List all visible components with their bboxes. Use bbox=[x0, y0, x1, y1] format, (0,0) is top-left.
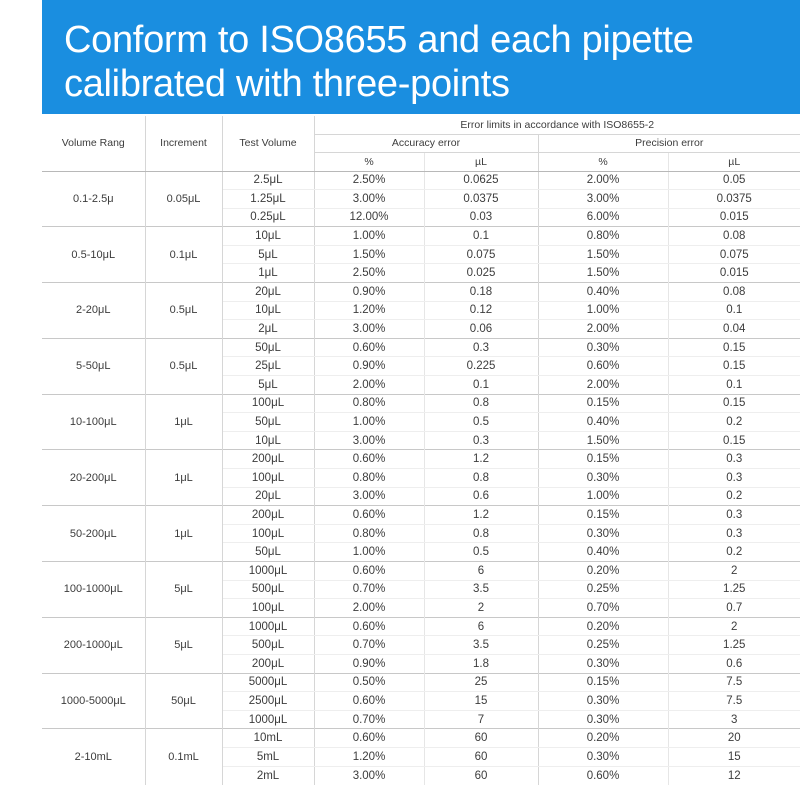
precision-pct-cell: 0.30% bbox=[538, 654, 668, 673]
accuracy-pct-cell: 3.00% bbox=[314, 190, 424, 209]
precision-ul-cell: 1.25 bbox=[668, 636, 800, 655]
precision-pct-cell: 0.15% bbox=[538, 673, 668, 692]
test-volume-cell: 1μL bbox=[222, 264, 314, 283]
table-row bbox=[42, 394, 800, 413]
precision-ul-cell: 0.7 bbox=[726, 601, 743, 614]
volume-range-cell: 200-1000μL bbox=[42, 617, 145, 673]
precision-pct-cell: 1.00% bbox=[538, 301, 668, 320]
table-row bbox=[42, 171, 800, 190]
precision-pct-cell: 0.25% bbox=[538, 636, 668, 655]
precision-pct-cell: 0.30% bbox=[538, 692, 668, 711]
test-volume-cell: 2mL bbox=[222, 766, 314, 785]
precision-pct-cell: 1.50% bbox=[538, 431, 668, 450]
test-volume-cell: 0.25μL bbox=[222, 208, 314, 227]
accuracy-pct-cell: 0.60% bbox=[314, 338, 424, 357]
precision-ul-cell: 0.075 bbox=[668, 245, 800, 264]
accuracy-pct-cell: 0.90% bbox=[314, 654, 424, 673]
accuracy-ul-cell: 0.025 bbox=[424, 264, 538, 283]
precision-ul-cell: 0.08 bbox=[668, 227, 800, 246]
accuracy-pct-cell: 0.70% bbox=[314, 580, 424, 599]
increment-cell: 50μL bbox=[145, 673, 222, 729]
precision-pct-cell: 0.60% bbox=[538, 357, 668, 376]
accuracy-ul-cell: 60 bbox=[424, 729, 538, 748]
accuracy-pct-cell: 2.00% bbox=[314, 376, 424, 395]
precision-pct-cell: 0.30% bbox=[538, 747, 668, 766]
test-volume-cell: 1000μL bbox=[222, 710, 314, 729]
accuracy-ul-cell: 0.6 bbox=[424, 487, 538, 506]
test-volume-cell: 500μL bbox=[222, 580, 314, 599]
accuracy-ul-cell: 0.03 bbox=[424, 208, 538, 227]
accuracy-pct-cell: 0.60% bbox=[314, 450, 424, 469]
volume-range-cell: 50-200μL bbox=[42, 506, 145, 562]
test-volume-cell: 10μL bbox=[222, 301, 314, 320]
volume-range-cell: 1000-5000μL bbox=[42, 673, 145, 729]
header-accuracy-pct: % bbox=[314, 152, 424, 171]
table-body bbox=[42, 171, 800, 785]
test-volume-cell: 100μL bbox=[222, 524, 314, 543]
test-volume-cell: 1000μL bbox=[222, 617, 314, 636]
accuracy-ul-cell: 0.075 bbox=[424, 245, 538, 264]
test-volume-cell: 1000μL bbox=[222, 561, 314, 580]
table-row bbox=[42, 450, 800, 469]
accuracy-pct-cell: 0.60% bbox=[314, 617, 424, 636]
accuracy-ul-cell: 60 bbox=[424, 747, 538, 766]
increment-cell: 5μL bbox=[145, 561, 222, 617]
table-row bbox=[42, 729, 800, 748]
precision-ul-cell: 0.15 bbox=[723, 434, 746, 447]
accuracy-ul-cell: 6 bbox=[424, 617, 538, 636]
accuracy-pct-cell: 2.50% bbox=[314, 264, 424, 283]
accuracy-ul-cell: 1.8 bbox=[424, 654, 538, 673]
header-increment: Increment bbox=[145, 116, 222, 171]
increment-cell: 0.05μL bbox=[145, 171, 222, 227]
accuracy-ul-cell: 0.5 bbox=[424, 543, 538, 562]
precision-pct-cell: 3.00% bbox=[538, 190, 668, 209]
table-row bbox=[42, 227, 800, 246]
header-test-volume: Test Volume bbox=[222, 116, 314, 171]
accuracy-pct-cell: 0.90% bbox=[314, 283, 424, 302]
accuracy-ul-cell: 0.3 bbox=[424, 431, 538, 450]
precision-pct-cell: 2.00% bbox=[538, 376, 668, 395]
header-volume-range: Volume Rang bbox=[42, 116, 145, 171]
precision-ul-cell: 20 bbox=[668, 729, 800, 748]
increment-cell: 0.5μL bbox=[145, 338, 222, 394]
increment-cell: 0.1μL bbox=[145, 227, 222, 283]
volume-range-cell: 5-50μL bbox=[42, 338, 145, 394]
accuracy-pct-cell: 2.00% bbox=[314, 599, 424, 618]
header-accuracy-error: Accuracy error bbox=[314, 134, 538, 152]
test-volume-cell: 50μL bbox=[222, 543, 314, 562]
accuracy-ul-cell: 0.5 bbox=[424, 413, 538, 432]
accuracy-ul-cell: 0.8 bbox=[424, 394, 538, 413]
accuracy-ul-cell: 0.225 bbox=[424, 357, 538, 376]
pipette-error-table bbox=[42, 116, 800, 785]
accuracy-ul-cell: 0.3 bbox=[424, 338, 538, 357]
table-row bbox=[42, 506, 800, 525]
test-volume-cell: 2μL bbox=[222, 320, 314, 339]
accuracy-ul-cell: 0.0375 bbox=[424, 190, 538, 209]
precision-ul-cell: 7.5 bbox=[668, 692, 800, 711]
accuracy-pct-cell: 0.80% bbox=[314, 394, 424, 413]
test-volume-cell: 25μL bbox=[222, 357, 314, 376]
test-volume-cell: 200μL bbox=[222, 506, 314, 525]
accuracy-pct-cell: 1.00% bbox=[314, 413, 424, 432]
precision-pct-cell: 0.40% bbox=[538, 413, 668, 432]
precision-ul-cell: 0.3 bbox=[668, 469, 800, 488]
accuracy-pct-cell: 3.00% bbox=[314, 766, 424, 785]
test-volume-cell: 20μL bbox=[222, 283, 314, 302]
precision-pct-cell: 0.15% bbox=[538, 450, 668, 469]
precision-pct-cell: 0.15% bbox=[538, 506, 668, 525]
accuracy-ul-cell: 25 bbox=[424, 673, 538, 692]
precision-pct-cell: 0.15% bbox=[538, 394, 668, 413]
table-row bbox=[42, 617, 800, 636]
accuracy-ul-cell: 15 bbox=[424, 692, 538, 711]
volume-range-cell: 2-10mL bbox=[42, 729, 145, 785]
volume-range-cell: 0.1-2.5μ bbox=[42, 171, 145, 227]
accuracy-pct-cell: 1.20% bbox=[314, 301, 424, 320]
precision-ul-cell: 0.08 bbox=[668, 283, 800, 302]
accuracy-ul-cell: 0.1 bbox=[424, 376, 538, 395]
precision-pct-cell: 6.00% bbox=[538, 208, 668, 227]
test-volume-cell: 1.25μL bbox=[222, 190, 314, 209]
precision-ul-cell: 0.2 bbox=[726, 546, 743, 559]
precision-ul-cell: 0.15 bbox=[668, 338, 800, 357]
precision-ul-cell: 15 bbox=[668, 747, 800, 766]
precision-ul-cell: 2 bbox=[668, 617, 800, 636]
precision-pct-cell: 0.70% bbox=[538, 599, 668, 618]
header-precision-ul: µL bbox=[668, 152, 800, 171]
precision-pct-cell: 1.00% bbox=[538, 487, 668, 506]
accuracy-ul-cell: 1.2 bbox=[424, 450, 538, 469]
precision-ul-cell: 0.1 bbox=[726, 378, 743, 391]
accuracy-ul-cell: 3.5 bbox=[424, 636, 538, 655]
accuracy-pct-cell: 0.60% bbox=[314, 692, 424, 711]
accuracy-ul-cell: 0.8 bbox=[424, 469, 538, 488]
test-volume-cell: 200μL bbox=[222, 654, 314, 673]
accuracy-ul-cell: 0.06 bbox=[424, 320, 538, 339]
precision-pct-cell: 0.20% bbox=[538, 729, 668, 748]
accuracy-pct-cell: 0.70% bbox=[314, 710, 424, 729]
accuracy-pct-cell: 0.60% bbox=[314, 506, 424, 525]
accuracy-ul-cell: 6 bbox=[424, 561, 538, 580]
precision-ul-cell: 0.2 bbox=[668, 413, 800, 432]
accuracy-pct-cell: 0.60% bbox=[314, 561, 424, 580]
accuracy-pct-cell: 0.70% bbox=[314, 636, 424, 655]
precision-pct-cell: 2.00% bbox=[538, 171, 668, 190]
accuracy-pct-cell: 12.00% bbox=[314, 208, 424, 227]
header-precision-pct: % bbox=[538, 152, 668, 171]
precision-pct-cell: 1.50% bbox=[538, 245, 668, 264]
table-row bbox=[42, 338, 800, 357]
header-accuracy-ul: µL bbox=[424, 152, 538, 171]
precision-ul-cell: 0.3 bbox=[668, 506, 800, 525]
precision-ul-cell: 0.15 bbox=[668, 357, 800, 376]
accuracy-pct-cell: 3.00% bbox=[314, 431, 424, 450]
precision-ul-cell: 1.25 bbox=[668, 580, 800, 599]
volume-range-cell: 10-100μL bbox=[42, 394, 145, 450]
volume-range-cell: 0.5-10μL bbox=[42, 227, 145, 283]
accuracy-pct-cell: 3.00% bbox=[314, 487, 424, 506]
accuracy-pct-cell: 0.90% bbox=[314, 357, 424, 376]
accuracy-ul-cell: 3.5 bbox=[424, 580, 538, 599]
accuracy-pct-cell: 1.00% bbox=[314, 227, 424, 246]
test-volume-cell: 500μL bbox=[222, 636, 314, 655]
test-volume-cell: 200μL bbox=[222, 450, 314, 469]
precision-pct-cell: 0.30% bbox=[538, 469, 668, 488]
precision-pct-cell: 0.30% bbox=[538, 524, 668, 543]
test-volume-cell: 100μL bbox=[222, 469, 314, 488]
accuracy-pct-cell: 2.50% bbox=[314, 171, 424, 190]
increment-cell: 1μL bbox=[145, 450, 222, 506]
accuracy-ul-cell: 0.12 bbox=[424, 301, 538, 320]
accuracy-pct-cell: 1.20% bbox=[314, 747, 424, 766]
test-volume-cell: 5μL bbox=[222, 245, 314, 264]
precision-ul-cell: 3 bbox=[731, 713, 738, 726]
test-volume-cell: 10μL bbox=[222, 227, 314, 246]
precision-pct-cell: 0.80% bbox=[538, 227, 668, 246]
table-row bbox=[42, 561, 800, 580]
accuracy-pct-cell: 1.50% bbox=[314, 245, 424, 264]
precision-ul-cell: 0.05 bbox=[668, 171, 800, 190]
table-row bbox=[42, 283, 800, 302]
increment-cell: 1μL bbox=[145, 506, 222, 562]
precision-ul-cell: 0.0375 bbox=[668, 190, 800, 209]
test-volume-cell: 100μL bbox=[222, 394, 314, 413]
precision-pct-cell: 2.00% bbox=[538, 320, 668, 339]
test-volume-cell: 100μL bbox=[222, 599, 314, 618]
precision-ul-cell: 0.015 bbox=[719, 211, 749, 224]
accuracy-pct-cell: 3.00% bbox=[314, 320, 424, 339]
increment-cell: 0.5μL bbox=[145, 283, 222, 339]
precision-ul-cell: 0.3 bbox=[668, 450, 800, 469]
accuracy-ul-cell: 0.8 bbox=[424, 524, 538, 543]
precision-ul-cell: 0.15 bbox=[668, 394, 800, 413]
precision-pct-cell: 0.30% bbox=[538, 710, 668, 729]
accuracy-pct-cell: 0.80% bbox=[314, 469, 424, 488]
test-volume-cell: 50μL bbox=[222, 413, 314, 432]
test-volume-cell: 2500μL bbox=[222, 692, 314, 711]
volume-range-cell: 100-1000μL bbox=[42, 561, 145, 617]
accuracy-pct-cell: 0.60% bbox=[314, 729, 424, 748]
precision-pct-cell: 0.30% bbox=[538, 338, 668, 357]
table-row bbox=[42, 673, 800, 692]
increment-cell: 0.1mL bbox=[145, 729, 222, 785]
header-precision-error: Precision error bbox=[538, 134, 800, 152]
test-volume-cell: 5000μL bbox=[222, 673, 314, 692]
precision-pct-cell: 0.40% bbox=[538, 283, 668, 302]
precision-ul-cell: 2 bbox=[668, 561, 800, 580]
accuracy-ul-cell: 7 bbox=[424, 710, 538, 729]
volume-range-cell: 20-200μL bbox=[42, 450, 145, 506]
header-error-limits: Error limits in accordance with ISO8655-2 bbox=[314, 116, 800, 134]
accuracy-ul-cell: 2 bbox=[424, 599, 538, 618]
test-volume-cell: 10μL bbox=[222, 431, 314, 450]
precision-ul-cell: 0.3 bbox=[668, 524, 800, 543]
increment-cell: 1μL bbox=[145, 394, 222, 450]
precision-ul-cell: 0.04 bbox=[723, 323, 746, 336]
precision-pct-cell: 0.20% bbox=[538, 617, 668, 636]
accuracy-ul-cell: 1.2 bbox=[424, 506, 538, 525]
accuracy-ul-cell: 0.18 bbox=[424, 283, 538, 302]
accuracy-pct-cell: 0.80% bbox=[314, 524, 424, 543]
precision-pct-cell: 0.25% bbox=[538, 580, 668, 599]
accuracy-ul-cell: 60 bbox=[424, 766, 538, 785]
accuracy-ul-cell: 0.0625 bbox=[424, 171, 538, 190]
precision-ul-cell: 7.5 bbox=[668, 673, 800, 692]
volume-range-cell: 2-20μL bbox=[42, 283, 145, 339]
precision-pct-cell: 0.20% bbox=[538, 561, 668, 580]
accuracy-pct-cell: 0.50% bbox=[314, 673, 424, 692]
precision-pct-cell: 0.60% bbox=[538, 766, 668, 785]
test-volume-cell: 5μL bbox=[222, 376, 314, 395]
accuracy-ul-cell: 0.1 bbox=[424, 227, 538, 246]
test-volume-cell: 10mL bbox=[222, 729, 314, 748]
precision-ul-cell: 0.6 bbox=[726, 657, 743, 670]
title-banner bbox=[42, 0, 800, 114]
test-volume-cell: 5mL bbox=[222, 747, 314, 766]
increment-cell: 5μL bbox=[145, 617, 222, 673]
banner-title-line-1: Conform to ISO8655 and each pipette bbox=[64, 19, 694, 61]
test-volume-cell: 2.5μL bbox=[222, 171, 314, 190]
precision-pct-cell: 0.40% bbox=[538, 543, 668, 562]
precision-ul-cell: 12 bbox=[727, 769, 741, 782]
accuracy-pct-cell: 1.00% bbox=[314, 543, 424, 562]
test-volume-cell: 20μL bbox=[222, 487, 314, 506]
precision-ul-cell: 0.015 bbox=[719, 267, 749, 280]
banner-title-line-2: calibrated with three-points bbox=[64, 63, 510, 105]
precision-ul-cell: 0.1 bbox=[668, 301, 800, 320]
precision-pct-cell: 1.50% bbox=[538, 264, 668, 283]
precision-ul-cell: 0.2 bbox=[726, 490, 743, 503]
test-volume-cell: 50μL bbox=[222, 338, 314, 357]
